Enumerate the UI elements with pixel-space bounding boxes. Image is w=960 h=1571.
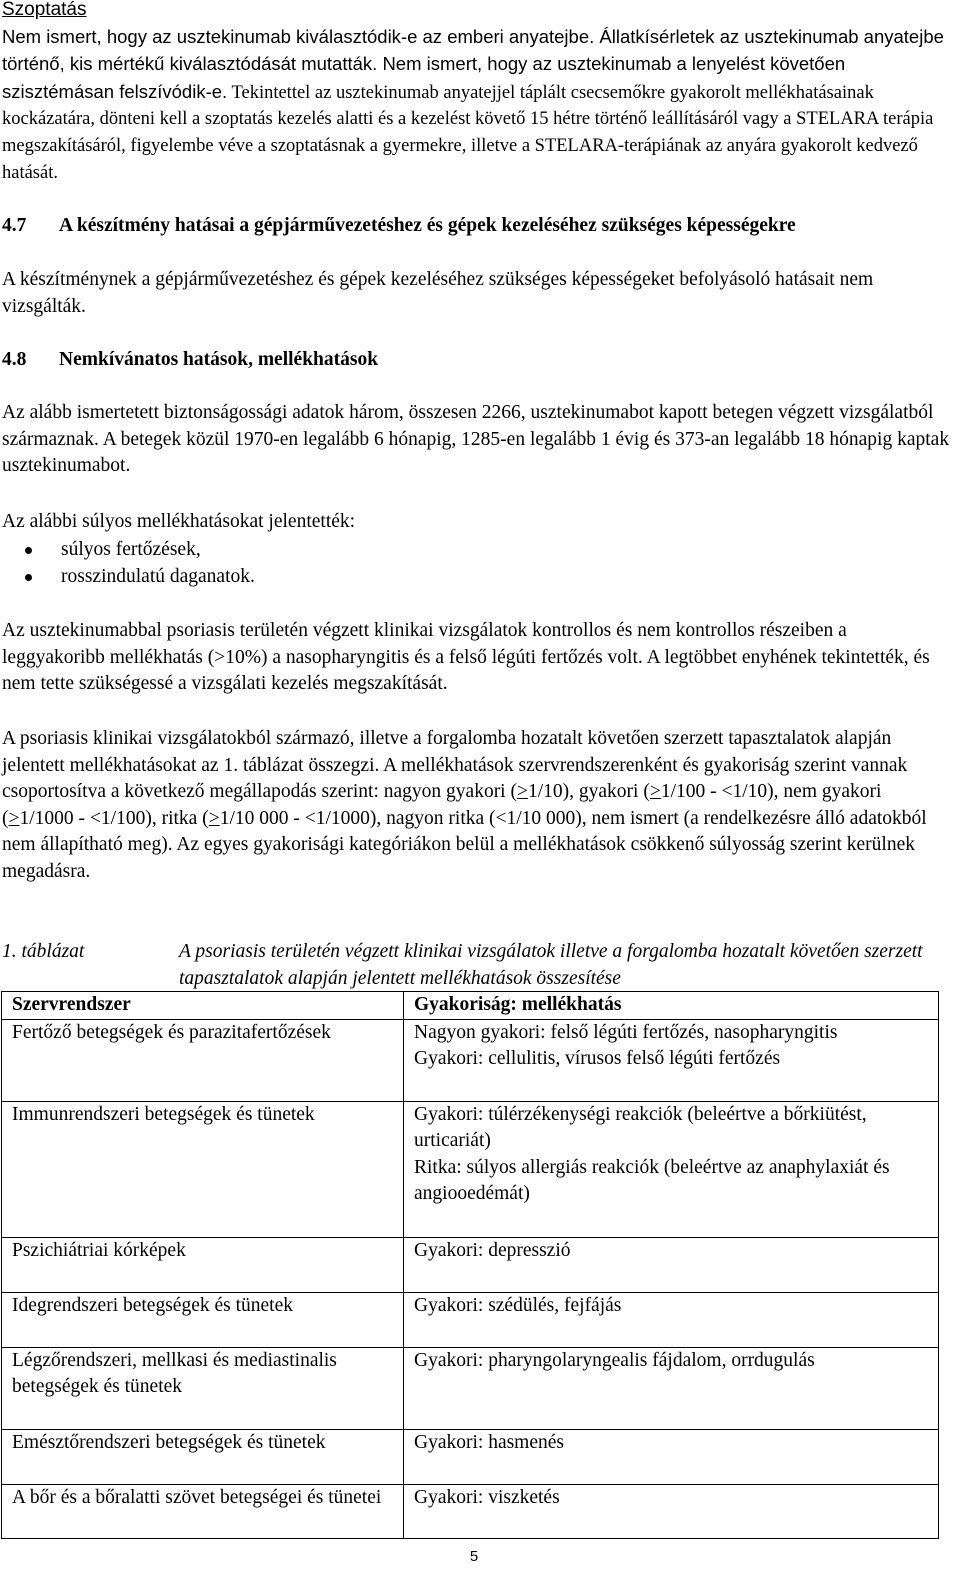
page-number: 5 — [469, 1548, 479, 1565]
frequency-cell — [404, 1429, 939, 1484]
column-header-organ-system: Szervrendszer — [2, 992, 404, 1020]
column-header-frequency: Gyakoriság: mellékhatás — [404, 992, 939, 1020]
effect-line: Gyakori: cellulitis, vírusos felső légúti fertőzés — [414, 1048, 781, 1070]
section-number: 4.7 — [2, 215, 27, 236]
text-run: 1/1000 - <1/100), ritka ( — [19, 807, 209, 829]
effect-line: Gyakori: túlérzékenységi reakciók (beleértve a bőrkiütést, urticariát) — [414, 1103, 867, 1152]
frequency-cell — [404, 1237, 939, 1292]
text-run: 1/10 000 - <1/1000), nagyon ritka (<1/10 000), nem ismert (a rendelkezésre álló adatokból nem állapítható meg). Az egyes gyakorisági kategóriákon belül a mellékhatások csökkenő súlyosság szerint kerülnek megadásra. — [2, 807, 927, 882]
section-number: 4.8 — [2, 349, 27, 370]
section-heading-4-7 — [2, 213, 954, 240]
ge-symbol: > — [208, 807, 220, 829]
section-4-8-paragraph-2: Az alábbi súlyos mellékhatásokat jelentették: — [2, 511, 356, 532]
organ-system-cell: Idegrendszeri betegségek és tünetek — [2, 1292, 404, 1347]
table-row — [2, 1347, 939, 1429]
breastfeeding-text-serif: Tekintettel az usztekinumab anyatejjel táplált csecsemőkre gyakorolt mellékhatásainak kockázatára, dönteni kell a szoptatás kezelés alatti és a kezelést követő 15 hétre történő leállításáról vagy a STELARA terápia megszakításáról, figyelembe véve a szoptatásnak a gyermekre, illetve a STELARA-terápiának az anyára gyakorolt kedvező hatását. — [2, 82, 934, 183]
table-row — [2, 1019, 939, 1101]
frequency-cell — [404, 1292, 939, 1347]
effect-line: Gyakori: szédülés, fejfájás — [414, 1294, 622, 1316]
section-4-8-paragraph-1: Az alább ismertetett biztonságossági adatok három, összesen 2266, usztekinumabot kapott betegen végzett vizsgálatból származnak. A betegek közül 1970-en legalább 6 hónapig, 1285-en legalább 1 évig és 373-an legalább 18 hónapig kaptak usztekinumabot. — [2, 402, 950, 477]
table-row — [2, 1292, 939, 1347]
frequency-cell — [404, 1347, 939, 1429]
breastfeeding-paragraph — [2, 24, 954, 187]
serious-effects-list — [2, 537, 954, 590]
frequency-cell — [404, 1101, 939, 1237]
organ-system-cell: Légzőrendszeri, mellkasi és mediastinalis betegségek és tünetek — [2, 1347, 404, 1429]
text-run: A psoriasis klinikai vizsgálatokból származó, illetve a forgalomba hozatalt követően szerzett tapasztalatok alapján jelentett mellékhatásokat az 1. táblázat összegzi. A mellékhatások szervrendszerenként és gyakoriság szerint vannak csoportosítva a következő megállapodás szerint: nagyon gyakori ( — [2, 728, 908, 803]
section-breastfeeding — [2, 0, 954, 186]
list-item: rosszindulatú daganatok. — [2, 564, 954, 591]
breastfeeding-text-sans: Nem ismert, hogy az usztekinumab kiválasztódik-e az emberi anyatejbe. Állatkísérletek az usztekinumab anyatejbe történő, kis mértékű kiválasztódását mutatták. Nem ismert, hogy az usztekinumab a lenyelést követően szisztémásan felszívódik-e. — [2, 25, 944, 102]
table-caption-text: A psoriasis területén végzett klinikai vizsgálatok illetve a forgalomba hozatalt követően szerzett tapasztalatok alapján jelentett mellékhatások összesítése — [179, 941, 923, 989]
adverse-reactions-table — [1, 991, 939, 1539]
effect-line: Ritka: súlyos allergiás reakciók (beleértve az anaphylaxiát és angiooedémát) — [414, 1156, 890, 1205]
ge-symbol: > — [649, 781, 661, 803]
effect-line: Gyakori: hasmenés — [414, 1431, 565, 1453]
table-header-row — [2, 992, 939, 1020]
section-4-7-text: A készítménynek a gépjárművezetéshez és gépek kezeléséhez szükséges képességeket befolyásoló hatásait nem vizsgálták. — [2, 269, 874, 317]
section-4-8-paragraph-3: Az usztekinumabbal psoriasis területén végzett klinikai vizsgálatok kontrollos és nem kontrollos részeiben a leggyakoribb mellékhatás (>10%) a nasopharyngitis és a felső légúti fertőzés volt. A legtöbbet enyhének tekintették, és nem tette szükségessé a vizsgálati kezelés megszakítását. — [2, 620, 930, 695]
section-title: Nemkívánatos hatások, mellékhatások — [59, 349, 379, 370]
section-4-8-paragraph-4 — [2, 726, 954, 886]
organ-system-cell: Pszichiátriai kórképek — [2, 1237, 404, 1292]
effect-line: Gyakori: viszketés — [414, 1486, 560, 1508]
table-row — [2, 1429, 939, 1484]
list-item: súlyos fertőzések, — [2, 537, 954, 564]
table-label: 1. táblázat — [2, 941, 85, 962]
organ-system-cell: Immunrendszeri betegségek és tünetek — [2, 1101, 404, 1237]
effect-line: Gyakori: depresszió — [414, 1239, 571, 1261]
effect-line: Nagyon gyakori: felső légúti fertőzés, nasopharyngitis — [414, 1021, 838, 1043]
section-heading-breastfeeding: Szoptatás — [2, 0, 87, 20]
section-title: A készítmény hatásai a gépjárművezetéshez és gépek kezeléséhez szükséges képességekre — [59, 215, 796, 236]
table-caption — [2, 939, 954, 993]
frequency-cell — [404, 1019, 939, 1101]
text-run: 1/100 - <1/10), nem gyakori ( — [2, 781, 882, 829]
organ-system-cell: A bőr és a bőralatti szövet betegségei és tünetei — [2, 1484, 404, 1538]
table-row — [2, 1101, 939, 1237]
effect-line: Gyakori: pharyngolaryngealis fájdalom, orrdugulás — [414, 1349, 815, 1371]
table-row — [2, 1237, 939, 1292]
ge-symbol: > — [8, 807, 20, 829]
frequency-cell — [404, 1484, 939, 1538]
table-row — [2, 1484, 939, 1538]
organ-system-cell: Fertőző betegségek és parazitafertőzések — [2, 1019, 404, 1101]
section-heading-4-8 — [2, 347, 954, 374]
organ-system-cell: Emésztőrendszeri betegségek és tünetek — [2, 1429, 404, 1484]
ge-symbol: > — [516, 781, 528, 803]
text-run: 1/10), gyakori ( — [527, 781, 650, 803]
